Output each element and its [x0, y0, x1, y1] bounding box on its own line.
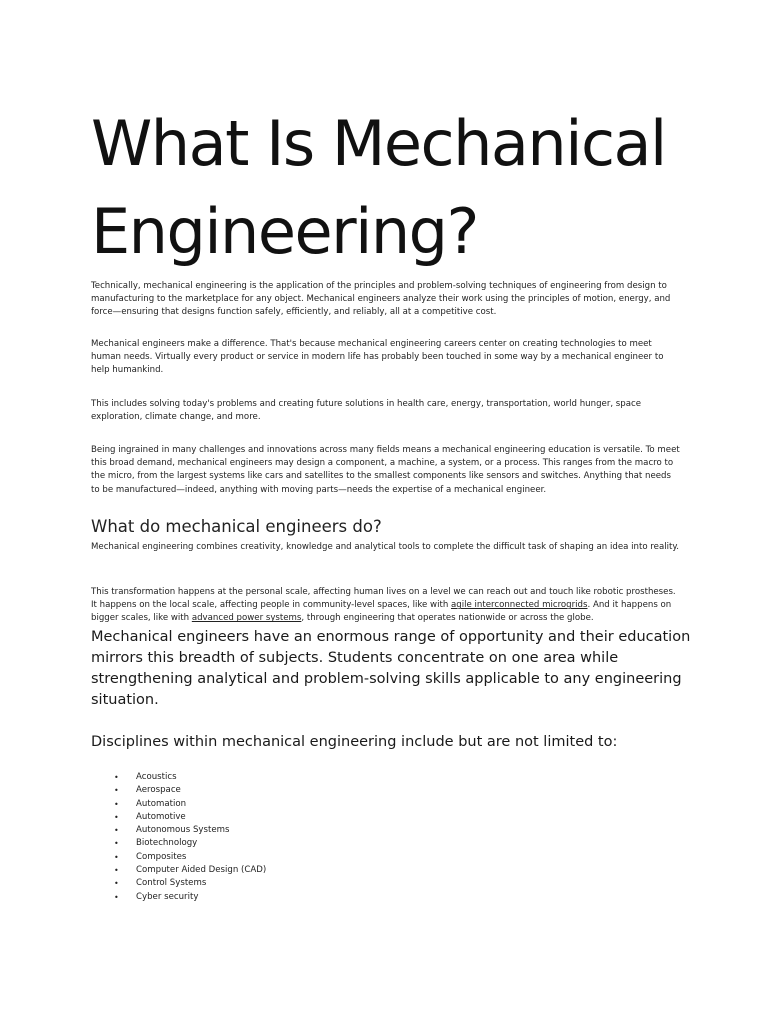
list-item — [91, 798, 266, 811]
bullet-icon: • — [114, 866, 119, 876]
list-item-label: Autonomous Systems — [136, 825, 230, 836]
big-paragraph: Mechanical engineers have an enormous range of opportunity and their education mirrors this breadth of subjects. Students concentrate on one area while strengthening analytical and problem-solving skills applicable to any engineering situation. — [91, 629, 691, 708]
bullet-icon: • — [114, 826, 119, 836]
bullet-icon: • — [114, 839, 119, 849]
section-heading: What do mechanical engineers do? — [91, 517, 382, 536]
list-item-label: Acoustics — [136, 772, 177, 782]
list-item-label: Control Systems — [136, 878, 207, 889]
bullet-icon: • — [114, 892, 119, 902]
list-item — [91, 851, 266, 864]
list-item — [91, 811, 266, 824]
bullet-icon: • — [114, 799, 119, 809]
section-paragraph-2-part-2: . And it happens on bigger scales, like with — [91, 600, 672, 624]
section-paragraph-2-part-1: This transformation happens at the personal scale, affecting human lives on a level we can reach out and touch like robotic prostheses. It happens on the local scale, affecting people in community-level spaces, like with — [91, 587, 676, 611]
list-item — [91, 837, 266, 850]
intro-paragraph-1: Technically, mechanical engineering is the application of the principles and problem-solving techniques of engineering from design to manufacturing to the marketplace for any object. Mechanical engineers analyze their work using the principles of motion, energy, and force—ensuring that designs function safely, efficiently, and reliably, all at a competitive cost. — [91, 281, 671, 318]
list-item — [91, 877, 266, 890]
bullet-icon: • — [114, 773, 119, 782]
list-item — [91, 771, 266, 784]
list-item-label: Biotechnology — [136, 838, 198, 849]
intro-paragraph-4: Being ingrained in many challenges and innovations across many fields means a mechanical engineering education is versatile. To meet this broad demand, mechanical engineers may design a component, a machine, a system, or a process. This ranges from the macro to the micro, from the largest systems like cars and satellites to the smallest components like sensors and switches. Anything that needs to be manufactured—indeed, anything with moving parts—needs the expertise of a mechanical engineer. — [91, 445, 680, 495]
list-item-label: Aerospace — [136, 785, 181, 796]
list-item-label: Automotive — [136, 811, 186, 822]
bullet-icon: • — [114, 812, 119, 822]
list-item-label: Computer Aided Design (CAD) — [136, 865, 267, 876]
disciplines-heading: Disciplines within mechanical engineering include but are not limited to: — [91, 734, 618, 750]
intro-paragraph-3: This includes solving today's problems and creating future solutions in health care, energy, transportation, world hunger, space exploration, climate change, and more. — [91, 399, 642, 423]
advanced-power-systems-link[interactable]: advanced power systems — [191, 613, 302, 624]
section-paragraph-2-part-3: , through engineering that operates nationwide or across the globe. — [301, 613, 594, 624]
list-item-label: Composites — [136, 851, 187, 862]
list-item — [91, 864, 266, 877]
disciplines-list — [91, 771, 266, 904]
intro-paragraph-2: Mechanical engineers make a difference. That's because mechanical engineering careers center on creating technologies to meet human needs. Virtually every product or service in modern life has probably been touched in some way by a mechanical engineer to help humankind. — [91, 339, 664, 376]
list-item-label: Automation — [136, 798, 187, 809]
bullet-icon: • — [114, 786, 119, 796]
page-title-line-1: What Is Mechanical — [91, 107, 666, 180]
agile-microgrids-link[interactable]: agile interconnected microgrids — [451, 600, 588, 611]
list-item-label: Cyber security — [136, 891, 199, 902]
list-item — [91, 891, 266, 904]
bullet-icon: • — [114, 879, 119, 889]
bullet-icon: • — [114, 852, 119, 862]
list-item — [91, 784, 266, 797]
section-paragraph-2 — [91, 586, 681, 626]
page-title-line-2: Engineering? — [91, 195, 478, 268]
section-paragraph-1: Mechanical engineering combines creativity, knowledge and analytical tools to complete the difficult task of shaping an idea into reality. — [91, 542, 679, 552]
list-item — [91, 824, 266, 837]
page-title — [91, 100, 666, 276]
